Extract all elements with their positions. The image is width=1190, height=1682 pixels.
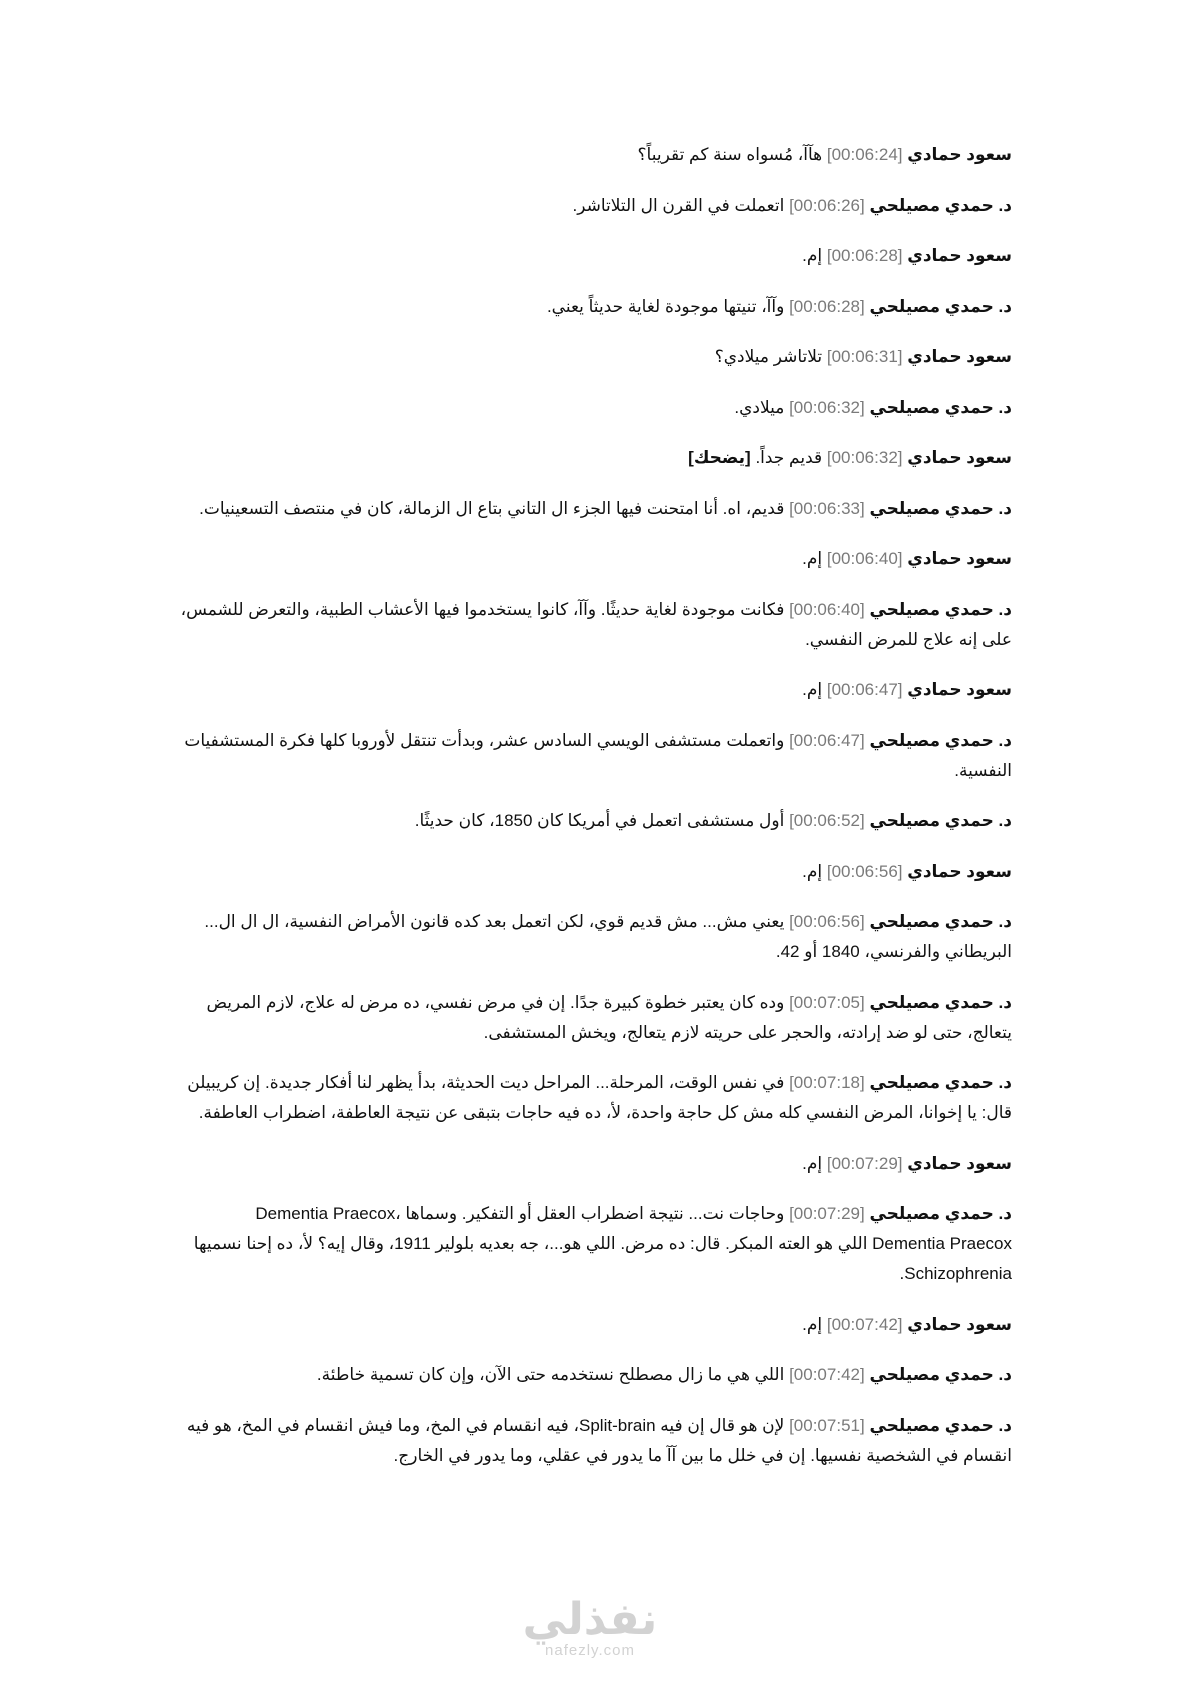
utterance-text: تلاتاشر ميلادي؟	[714, 347, 823, 366]
timestamp: [00:06:47]	[789, 730, 865, 750]
speaker-name: سعود حمادي	[907, 680, 1012, 699]
transcript-entry	[180, 292, 1012, 322]
speaker-name: د. حمدي مصيلحي	[869, 811, 1012, 830]
utterance-text: إم.	[802, 549, 823, 568]
watermark	[510, 1595, 670, 1660]
transcript-entry	[180, 544, 1012, 574]
speaker-name: د. حمدي مصيلحي	[869, 296, 1012, 316]
timestamp: [00:07:29]	[826, 1153, 903, 1173]
utterance-text: لإن هو قال إن فيه Split-brain، فيه انقسام في المخ، وما فيش انقسام في المخ، هو فيه انقسام في الشخصية نفسيها. إن في خلل ما بين آآ ما يدور في عقلي، وما يدور في الخارج.	[186, 1415, 1012, 1465]
timestamp: [00:07:42]	[789, 1365, 865, 1384]
utterance-text: هآآ، مُسواه سنة كم تقريباً؟	[637, 145, 823, 164]
speaker-name: د. حمدي مصيلحي	[869, 992, 1012, 1012]
utterance-text: اتعملت في القرن ال التلاتاشر.	[572, 195, 785, 215]
transcript-entry	[180, 806, 1012, 836]
speaker-name: سعود حمادي	[907, 861, 1012, 881]
speaker-name: د. حمدي مصيلحي	[869, 1204, 1012, 1223]
speaker-name: د. حمدي مصيلحي	[869, 912, 1012, 931]
utterance-text: إم.	[802, 1314, 823, 1334]
transcript-entry	[180, 494, 1012, 524]
utterance-text: وآآ، تنيتها موجودة لغاية حديثاً يعني.	[546, 296, 785, 316]
utterance-text: قديم، اه. أنا امتحنت فيها الجزء ال التاني بتاع ال الزمالة، كان في منتصف التسعينيات.	[199, 498, 785, 518]
speaker-name: د. حمدي مصيلحي	[869, 1073, 1012, 1092]
timestamp: [00:07:51]	[789, 1415, 865, 1435]
utterance-text: إم.	[802, 680, 823, 699]
transcript-entry	[180, 857, 1012, 887]
speaker-name: سعود حمادي	[907, 549, 1012, 568]
speaker-name: سعود حمادي	[907, 145, 1012, 164]
utterance-text: قديم جداً.	[755, 448, 823, 467]
transcript-entry	[180, 1149, 1012, 1179]
timestamp: [00:06:24]	[826, 145, 903, 164]
stage-note: [يضحك]	[688, 448, 751, 467]
utterance-text: إم.	[802, 861, 823, 881]
utterance-text: يعني مش... مش قديم قوي، لكن اتعمل بعد كده قانون الأمراض النفسية، ال ال ال... البريطاني والفرنسي، 1840 أو 42.	[204, 912, 1012, 961]
timestamp: [00:06:33]	[789, 498, 865, 518]
timestamp: [00:06:40]	[826, 549, 903, 568]
speaker-name: سعود حمادي	[907, 448, 1012, 467]
watermark-site: nafezly.com	[545, 1642, 635, 1659]
transcript-entry	[180, 1411, 1012, 1471]
speaker-name: سعود حمادي	[907, 347, 1012, 366]
utterance-text: ميلادي.	[734, 397, 785, 417]
speaker-name: د. حمدي مصيلحي	[869, 1365, 1012, 1384]
speaker-name: سعود حمادي	[907, 1314, 1012, 1334]
transcript-entry	[180, 907, 1012, 967]
transcript-entry	[180, 1199, 1012, 1289]
utterance-text: إم.	[802, 1153, 823, 1173]
utterance-text: وده كان يعتبر خطوة كبيرة جدًا. إن في مرض نفسي، ده مرض له علاج، لازم المريض يتعالج، حتى لو ضد إرادته، والحجر على حريته لازم يتعالج، ويخش المستشفى.	[206, 992, 1012, 1042]
utterance-text: إم.	[802, 246, 823, 265]
timestamp: [00:06:52]	[789, 811, 865, 830]
timestamp: [00:06:32]	[826, 448, 903, 467]
timestamp: [00:06:31]	[826, 347, 903, 366]
timestamp: [00:06:56]	[826, 861, 903, 881]
speaker-name: سعود حمادي	[907, 246, 1012, 265]
transcript-entry	[180, 675, 1012, 705]
utterance-text: أول مستشفى اتعمل في أمريكا كان 1850، كان حديثًا.	[414, 811, 785, 830]
speaker-name: د. حمدي مصيلحي	[869, 599, 1012, 619]
timestamp: [00:06:40]	[789, 599, 865, 619]
timestamp: [00:07:18]	[789, 1073, 865, 1092]
transcript-entry	[180, 595, 1012, 655]
transcript-entry	[180, 1360, 1012, 1390]
transcript-entry	[180, 241, 1012, 271]
speaker-name: د. حمدي مصيلحي	[869, 397, 1012, 417]
transcript-entry	[180, 988, 1012, 1048]
timestamp: [00:06:32]	[789, 397, 865, 417]
speaker-name: سعود حمادي	[907, 1153, 1012, 1173]
timestamp: [00:07:05]	[789, 992, 865, 1012]
timestamp: [00:06:56]	[789, 912, 865, 931]
timestamp: [00:06:28]	[789, 296, 865, 316]
speaker-name: د. حمدي مصيلحي	[869, 498, 1012, 518]
transcript-entry	[180, 443, 1012, 473]
utterance-text: اللي هي ما زال مصطلح نستخدمه حتى الآن، وإن كان تسمية خاطئة.	[316, 1365, 785, 1384]
utterance-text: واتعملت مستشفى الويسي السادس عشر، وبدأت تنتقل لأوروبا كلها فكرة المستشفيات النفسية.	[184, 730, 1012, 780]
timestamp: [00:07:29]	[789, 1204, 865, 1223]
timestamp: [00:06:47]	[826, 680, 903, 699]
timestamp: [00:07:42]	[826, 1314, 903, 1334]
transcript-entry	[180, 191, 1012, 221]
transcript	[180, 140, 1012, 1491]
speaker-name: د. حمدي مصيلحي	[869, 730, 1012, 750]
timestamp: [00:06:28]	[826, 246, 903, 265]
utterance-text: وحاجات نت... نتيجة اضطراب العقل أو التفكير. وسماها Dementia Praecox، Dementia Praecox اللي هو العته المبكر. قال: ده مرض. اللي هو...، جه بعديه بلولير 1911، وقال إيه؟ لأ، ده إحنا نسميها Schizophrenia.	[193, 1204, 1012, 1283]
transcript-entry	[180, 342, 1012, 372]
utterance-text: في نفس الوقت، المرحلة... المراحل ديت الحديثة، بدأ يظهر لنا أفكار جديدة. إن كريبيلن قال: يا إخوانا، المرض النفسي كله مش كل حاجة واحدة، لأ، ده فيه حاجات بتبقى عن نتيجة العاطفة، اضطراب العاطفة.	[187, 1073, 1012, 1122]
transcript-entry	[180, 140, 1012, 170]
watermark-logo: نفذلي	[522, 1595, 658, 1644]
utterance-text: فكانت موجودة لغاية حديثًا. وآآ، كانوا يستخدموا فيها الأعشاب الطبية، والتعرض للشمس، على إنه علاج للمرض النفسي.	[180, 599, 1012, 649]
speaker-name: د. حمدي مصيلحي	[869, 195, 1012, 215]
speaker-name: د. حمدي مصيلحي	[869, 1415, 1012, 1435]
transcript-entry	[180, 1310, 1012, 1340]
transcript-entry	[180, 393, 1012, 423]
transcript-entry	[180, 726, 1012, 786]
timestamp: [00:06:26]	[789, 195, 865, 215]
transcript-entry	[180, 1068, 1012, 1128]
